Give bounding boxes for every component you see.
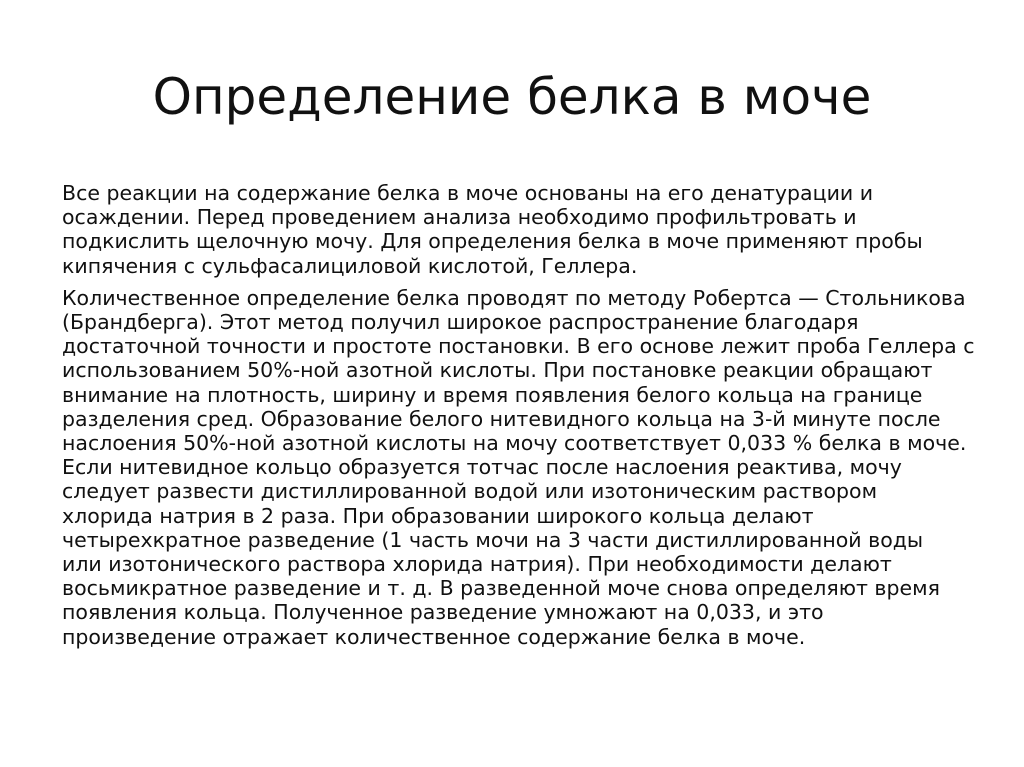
body-paragraph-1: Все реакции на содержание белка в моче основаны на его денатурации и осаждении. Перед проведением анализа необходимо профильтровать и подкислить щелочную мочу. Для определения белка в моче применяют пробы кипячения с сульфасалициловой кислотой, Геллера.	[62, 181, 923, 278]
body-paragraph-2: Количественное определение белка проводят по методу Робертса — Стольникова (Брандберга). Этот метод получил широкое распространение благодаря достаточной точности и простоте постановки. В его основе лежит проба Геллера с использованием 50%-ной азотной кислоты. При постановке реакции обращают внимание на плотность, ширину и время появления белого кольца на границе разделения сред. Образование белого нитевидного кольца на 3-й минуте после наслоения 50%-ной азотной кислоты на мочу соответствует 0,033 % белка в моче. Если нитевидное кольцо образуется тотчас после наслоения реактива, мочу следует развести дистиллированной водой или изотоническим раствором хлорида натрия в 2 раза. При образовании широкого кольца делают четырехкратное разведение (1 часть мочи на 3 части дистиллированной воды или изотонического раствора хлорида натрия). При необходимости делают восьмикратное разведение и т. д. В разведенной моче снова определяют время появления кольца. Полученное разведение умножают на 0,033, и это произведение отражает количественное содержание белка в моче.	[62, 285, 975, 649]
slide-title: Определение белка в моче	[152, 68, 872, 126]
slide-body	[62, 181, 976, 649]
